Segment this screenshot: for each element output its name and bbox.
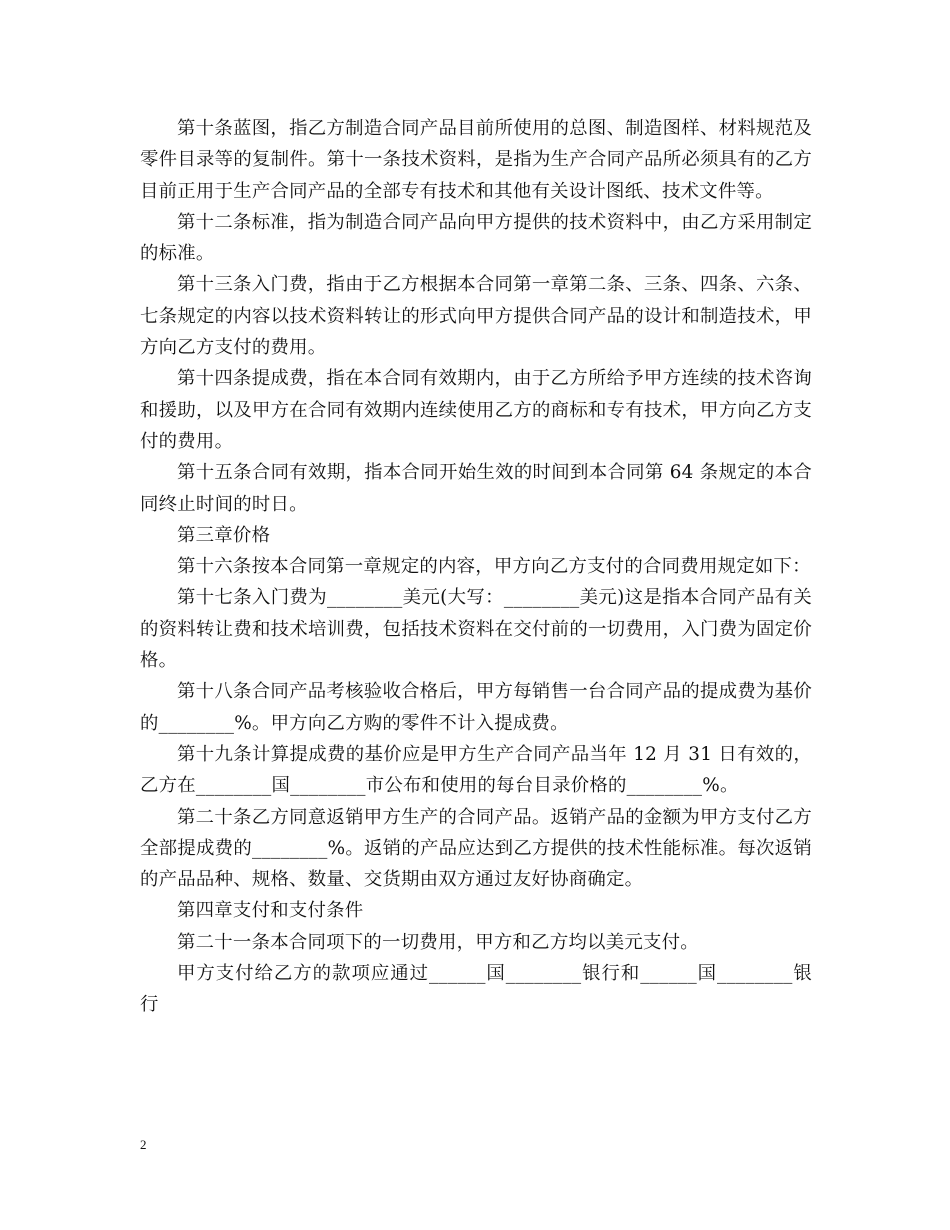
paragraph-article-12: 第十二条标准，指为制造合同产品向甲方提供的技术资料中，由乙方采用制定的标准。 — [140, 211, 812, 265]
paragraph-article-14: 第十四条提成费，指在本合同有效期内，由于乙方所给予甲方连续的技术咨询和援助，以及甲方在合同有效期内连续使用乙方的商标和专有技术，甲方向乙方支付的费用。 — [140, 368, 812, 452]
chapter-heading-4: 第四章支付和支付条件 — [177, 900, 364, 922]
page-number: 2 — [140, 1137, 147, 1152]
paragraph-article-19: 第十九条计算提成费的基价应是甲方生产合同产品当年 12 月 31 日有效的，乙方在________国________市公布和使用的每台目录价格的________%。 — [140, 743, 812, 797]
paragraph-article-13: 第十三条入门费，指由于乙方根据本合同第一章第二条、三条、四条、六条、七条规定的内容以技术资料转让的形式向甲方提供合同产品的设计和制造技术，甲方向乙方支付的费用。 — [140, 274, 812, 359]
paragraph-payment-banks: 甲方支付给乙方的款项应通过______国________银行和______国________银行 — [140, 963, 812, 1016]
paragraph-article-20: 第二十条乙方同意返销甲方生产的合同产品。返销产品的金额为甲方支付乙方全部提成费的________%。返销的产品应达到乙方提供的技术性能标准。每次返销的产品品种、规格、数量、交货期由双方通过友好协商确定。 — [140, 806, 812, 891]
chapter-heading-3: 第三章价格 — [177, 524, 271, 546]
paragraph-article-15: 第十五条合同有效期，指本合同开始生效的时间到本合同第 64 条规定的本合同终止时间的时日。 — [140, 462, 812, 515]
paragraph-article-17: 第十七条入门费为________美元(大写：________美元)这是指本合同产品有关的资料转让费和技术培训费，包括技术资料在交付前的一切费用，入门费为固定价格。 — [140, 587, 812, 672]
paragraph-article-16: 第十六条按本合同第一章规定的内容，甲方向乙方支付的合同费用规定如下： — [177, 556, 811, 578]
paragraph-article-10-11: 第十条蓝图，指乙方制造合同产品目前所使用的总图、制造图样、材料规范及零件目录等的复制件。第十一条技术资料，是指为生产合同产品所必须具有的乙方目前正用于生产合同产品的全部专有技术和其他有关设计图纸、技术文件等。 — [140, 118, 812, 202]
paragraph-article-18: 第十八条合同产品考核验收合格后，甲方每销售一台合同产品的提成费为基价的________%。甲方向乙方购的零件不计入提成费。 — [140, 681, 812, 734]
document-body — [140, 113, 812, 1021]
paragraph-article-21: 第二十一条本合同项下的一切费用，甲方和乙方均以美元支付。 — [177, 931, 699, 953]
